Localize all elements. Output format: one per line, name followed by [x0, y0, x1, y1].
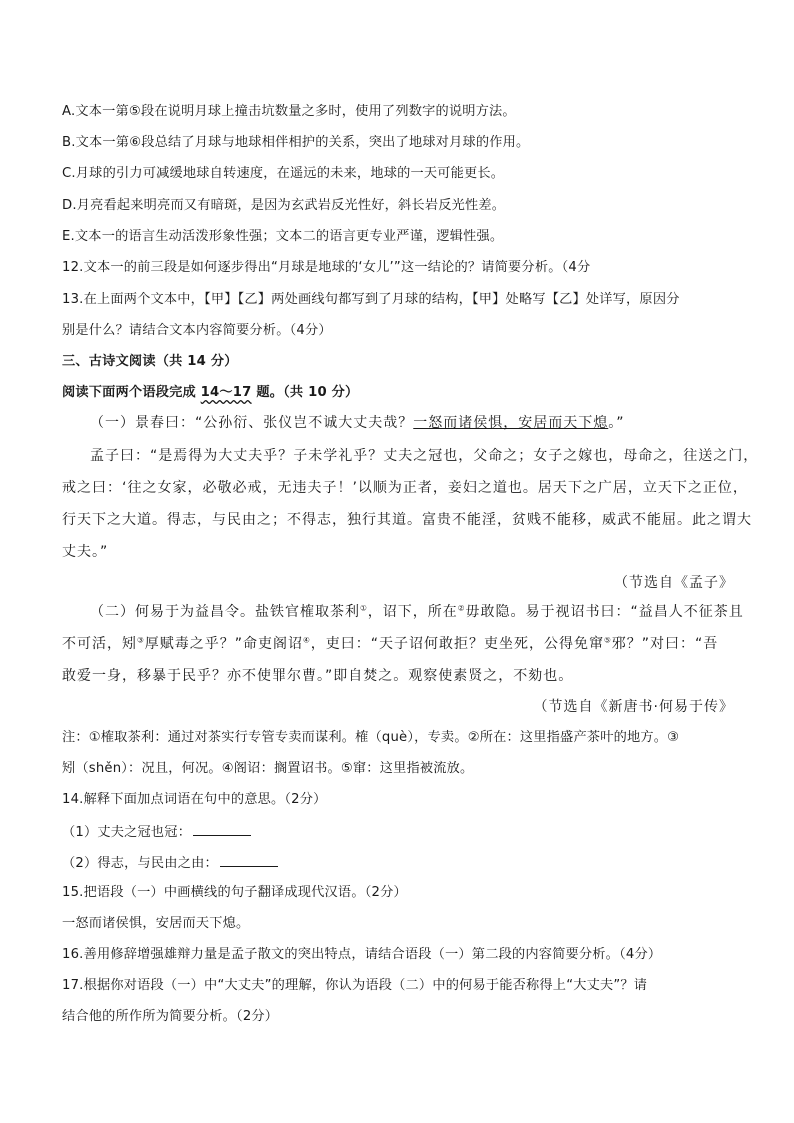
passage2-source: （节选自《新唐书·何易于传》	[533, 699, 734, 715]
passage2-text: ，吏曰：“天子诏何敢拒？吏坐死，公得免窜	[310, 636, 604, 652]
question-17-line1: 17.根据你对语段（一）中“大丈夫”的理解，你认为语段（二）中的何易于能否称得上“大丈夫”？请	[62, 978, 648, 993]
passage2-text: 邪？”对曰：“吾	[611, 636, 719, 652]
choice-e: E.文本一的语言生动活泼形象性强；文本二的语言更专业严谨，逻辑性强。	[62, 229, 504, 244]
passage2-text: 毋敢隐。易于视诏书曰：“益昌人不征茶且	[465, 604, 744, 620]
note-mark: ①	[360, 603, 368, 613]
passage2-text: ，诏下，所在	[367, 604, 458, 620]
question-14-item1	[62, 821, 734, 843]
answer-blank[interactable]	[193, 821, 251, 836]
note-mark: ⑤	[604, 635, 612, 645]
instruction-range: 14～17	[200, 385, 252, 400]
passage1-line5: 丈夫。”	[62, 544, 109, 560]
passage1-line2: 孟子曰：“是焉得为大丈夫乎？子未学礼乎？丈夫之冠也，父命之；女子之嫁也，母命之，往送之门，	[90, 448, 759, 464]
passage1-line3: 戒之曰：‘往之女家，必敬必戒，无违夫子！’以顺为正者，妾妇之道也。居天下之广居，立天下之正位，	[62, 480, 748, 496]
passage1-text-end: 。”	[608, 415, 625, 431]
question-16: 16.善用修辞增强雄辩力量是孟子散文的突出特点，请结合语段（一）第二段的内容简要分析。（4分）	[62, 947, 662, 962]
item-text: （1）丈夫之冠也冠：	[62, 825, 192, 840]
passage2-line2	[62, 634, 734, 654]
question-15: 15.把语段（一）中画横线的句子翻译成现代汉语。（2分）	[62, 885, 407, 900]
item-text: （2）得志，与民由之由：	[62, 856, 218, 871]
note-mark: ③	[137, 635, 145, 645]
choice-b: B.文本一第⑥段总结了月球与地球相伴相护的关系，突出了地球对月球的作用。	[62, 135, 530, 150]
section-3-instruction	[62, 383, 734, 403]
question-12: 12.文本一的前三段是如何逐步得出“月球是地球的‘女儿’”这一结论的？请简要分析。（4分	[62, 260, 591, 275]
question-14: 14.解释下面加点词语在句中的意思。（2分）	[62, 792, 327, 807]
note-mark: ④	[303, 635, 311, 645]
section-3-title: 三、古诗文阅读（共 14 分）	[62, 354, 238, 369]
passage2-text: 不可活，矧	[62, 636, 137, 652]
passage1-text: （一）景春曰：“公孙衍、张仪岂不诚大丈夫哉？	[90, 415, 414, 431]
passage2-text: （二）何易于为益昌令。盐铁官榷取茶利	[90, 604, 360, 620]
note-mark: ②	[457, 603, 466, 613]
question-17-line2: 结合他的所作所为简要分析。（2分）	[62, 1009, 279, 1024]
instruction-text: 阅读下面两个语段完成	[62, 385, 201, 400]
question-13-line2: 别是什么？请结合文本内容简要分析。（4分）	[62, 323, 332, 338]
passage1-source: （节选自《孟子》	[614, 575, 734, 591]
instruction-points: 题。（共 10 分）	[251, 385, 359, 400]
choice-a: A.文本一第⑤段在说明月球上撞击坑数量之多时，使用了列数字的说明方法。	[62, 104, 516, 119]
choice-c: C.月球的引力可减缓地球自转速度，在遥远的未来，地球的一天可能更长。	[62, 166, 505, 181]
question-15-sentence: 一怒而诸侯惧，安居而天下熄。	[62, 916, 250, 931]
passage1-line4: 行天下之大道。得志，与民由之；不得志，独行其道。富贵不能淫，贫贱不能移，威武不能屈。此之谓大	[62, 512, 752, 528]
passage2-text: 厚赋毒之乎？”命吏阁诏	[144, 636, 303, 652]
notes-line2: 矧（shěn）：况且，何况。④阁诏：搁置诏书。⑤窜：这里指被流放。	[62, 761, 474, 776]
passage2-line1	[90, 602, 744, 622]
question-13-line1: 13.在上面两个文本中，【甲】【乙】两处画线句都写到了月球的结构，【甲】处略写【乙】处详写，原因分	[62, 292, 680, 307]
notes-line1: 注：①榷取茶利：通过对茶实行专管专卖而谋利。榷（què），专卖。②所在：这里指盛产茶叶的地方。③	[62, 730, 680, 745]
passage1-line1	[90, 413, 734, 433]
choice-d: D.月亮看起来明亮而又有暗斑，是因为玄武岩反光性好，斜长岩反光性差。	[62, 198, 506, 213]
answer-blank[interactable]	[220, 852, 278, 867]
question-14-item2	[62, 852, 734, 874]
underlined-sentence: 一怒而诸侯惧，安居而天下熄	[413, 415, 609, 431]
passage2-line3: 敢爱一身，移暴于民乎？亦不使罪尔曹。”即自焚之。观察使素贤之，不劾也。	[62, 668, 574, 684]
